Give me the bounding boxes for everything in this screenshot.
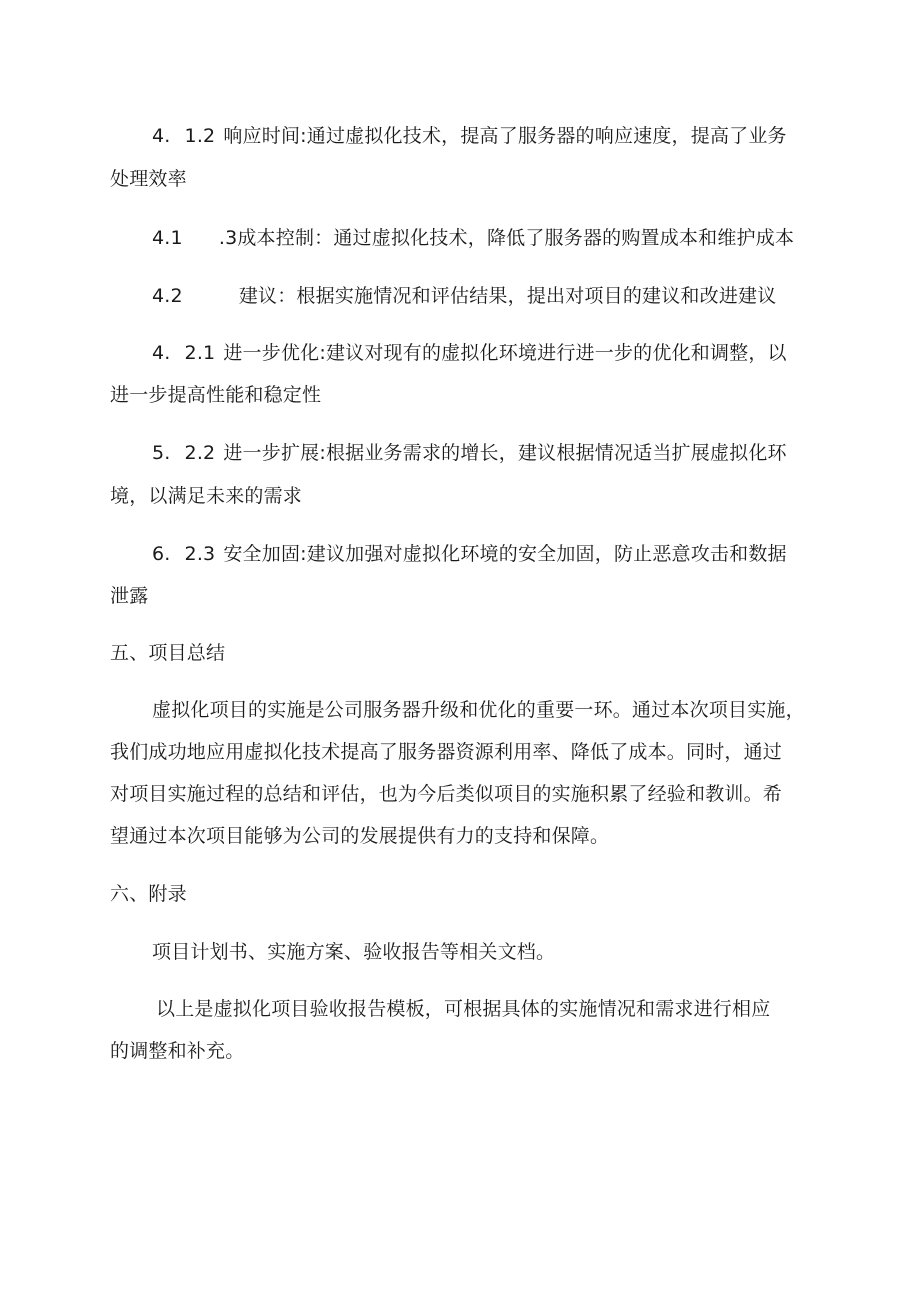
heading-project-summary: 五、项目总结 [110, 642, 226, 664]
item-number-prefix: 6. [152, 543, 171, 565]
item-text: 成本控制：通过虚拟化技术，降低了服务器的购置成本和维护成本 [237, 227, 795, 249]
section-4-2 [152, 284, 776, 308]
item-number-prefix: 5. [152, 442, 171, 464]
item-4-1-3 [152, 226, 794, 250]
heading-appendix: 六、附录 [110, 883, 187, 905]
closing-line-2: 的调整和补充。 [110, 1040, 245, 1062]
item-number: 2.3 [184, 543, 216, 565]
summary-line-1: 虚拟化项目的实施是公司服务器升级和优化的重要一环。通过本次项目实施， [152, 699, 805, 721]
item-text: 安全加固:建议加强对虚拟化环境的安全加固，防止恶意攻击和数据 [223, 543, 787, 565]
item-2-3-line1 [152, 542, 787, 566]
item-text: 进一步优化:建议对现有的虚拟化环境进行进一步的优化和调整，以 [223, 342, 787, 364]
item-number-prefix: 4.1 [152, 227, 183, 249]
section-number: 4.2 [152, 285, 183, 307]
item-number-prefix: 4. [152, 342, 171, 364]
item-2-3-line2: 泄露 [110, 585, 149, 607]
item-4-1-2-line2: 处理效率 [110, 168, 187, 190]
summary-line-3: 对项目实施过程的总结和评估，也为今后类似项目的实施积累了经验和教训。希 [110, 783, 783, 805]
item-4-2-1-line1 [152, 341, 787, 365]
item-text: 响应时间:通过虚拟化技术，提高了服务器的响应速度，提高了业务 [223, 125, 787, 147]
item-number: .3 [218, 227, 238, 249]
item-4-1-2-line1 [152, 124, 787, 148]
item-2-2-line1 [152, 441, 787, 465]
closing-line-1: 以上是虚拟化项目验收报告模板，可根据具体的实施情况和需求进行相应 [156, 998, 771, 1020]
item-number: 2.1 [184, 342, 216, 364]
section-text: 建议：根据实施情况和评估结果，提出对项目的建议和改进建议 [238, 285, 777, 307]
item-number-prefix: 4. [152, 125, 171, 147]
item-number: 1.2 [184, 125, 216, 147]
item-2-2-line2: 境，以满足未来的需求 [110, 485, 303, 507]
summary-line-4: 望通过本次项目能够为公司的发展提供有力的支持和保障。 [110, 825, 610, 847]
item-number: 2.2 [184, 442, 216, 464]
item-4-2-1-line2: 进一步提高性能和稳定性 [110, 384, 322, 406]
summary-line-2: 我们成功地应用虚拟化技术提高了服务器资源利用率、降低了成本。同时，通过 [110, 741, 783, 763]
item-text: 进一步扩展:根据业务需求的增长，建议根据情况适当扩展虚拟化环 [223, 442, 787, 464]
appendix-text: 项目计划书、实施方案、验收报告等相关文档。 [152, 941, 556, 963]
